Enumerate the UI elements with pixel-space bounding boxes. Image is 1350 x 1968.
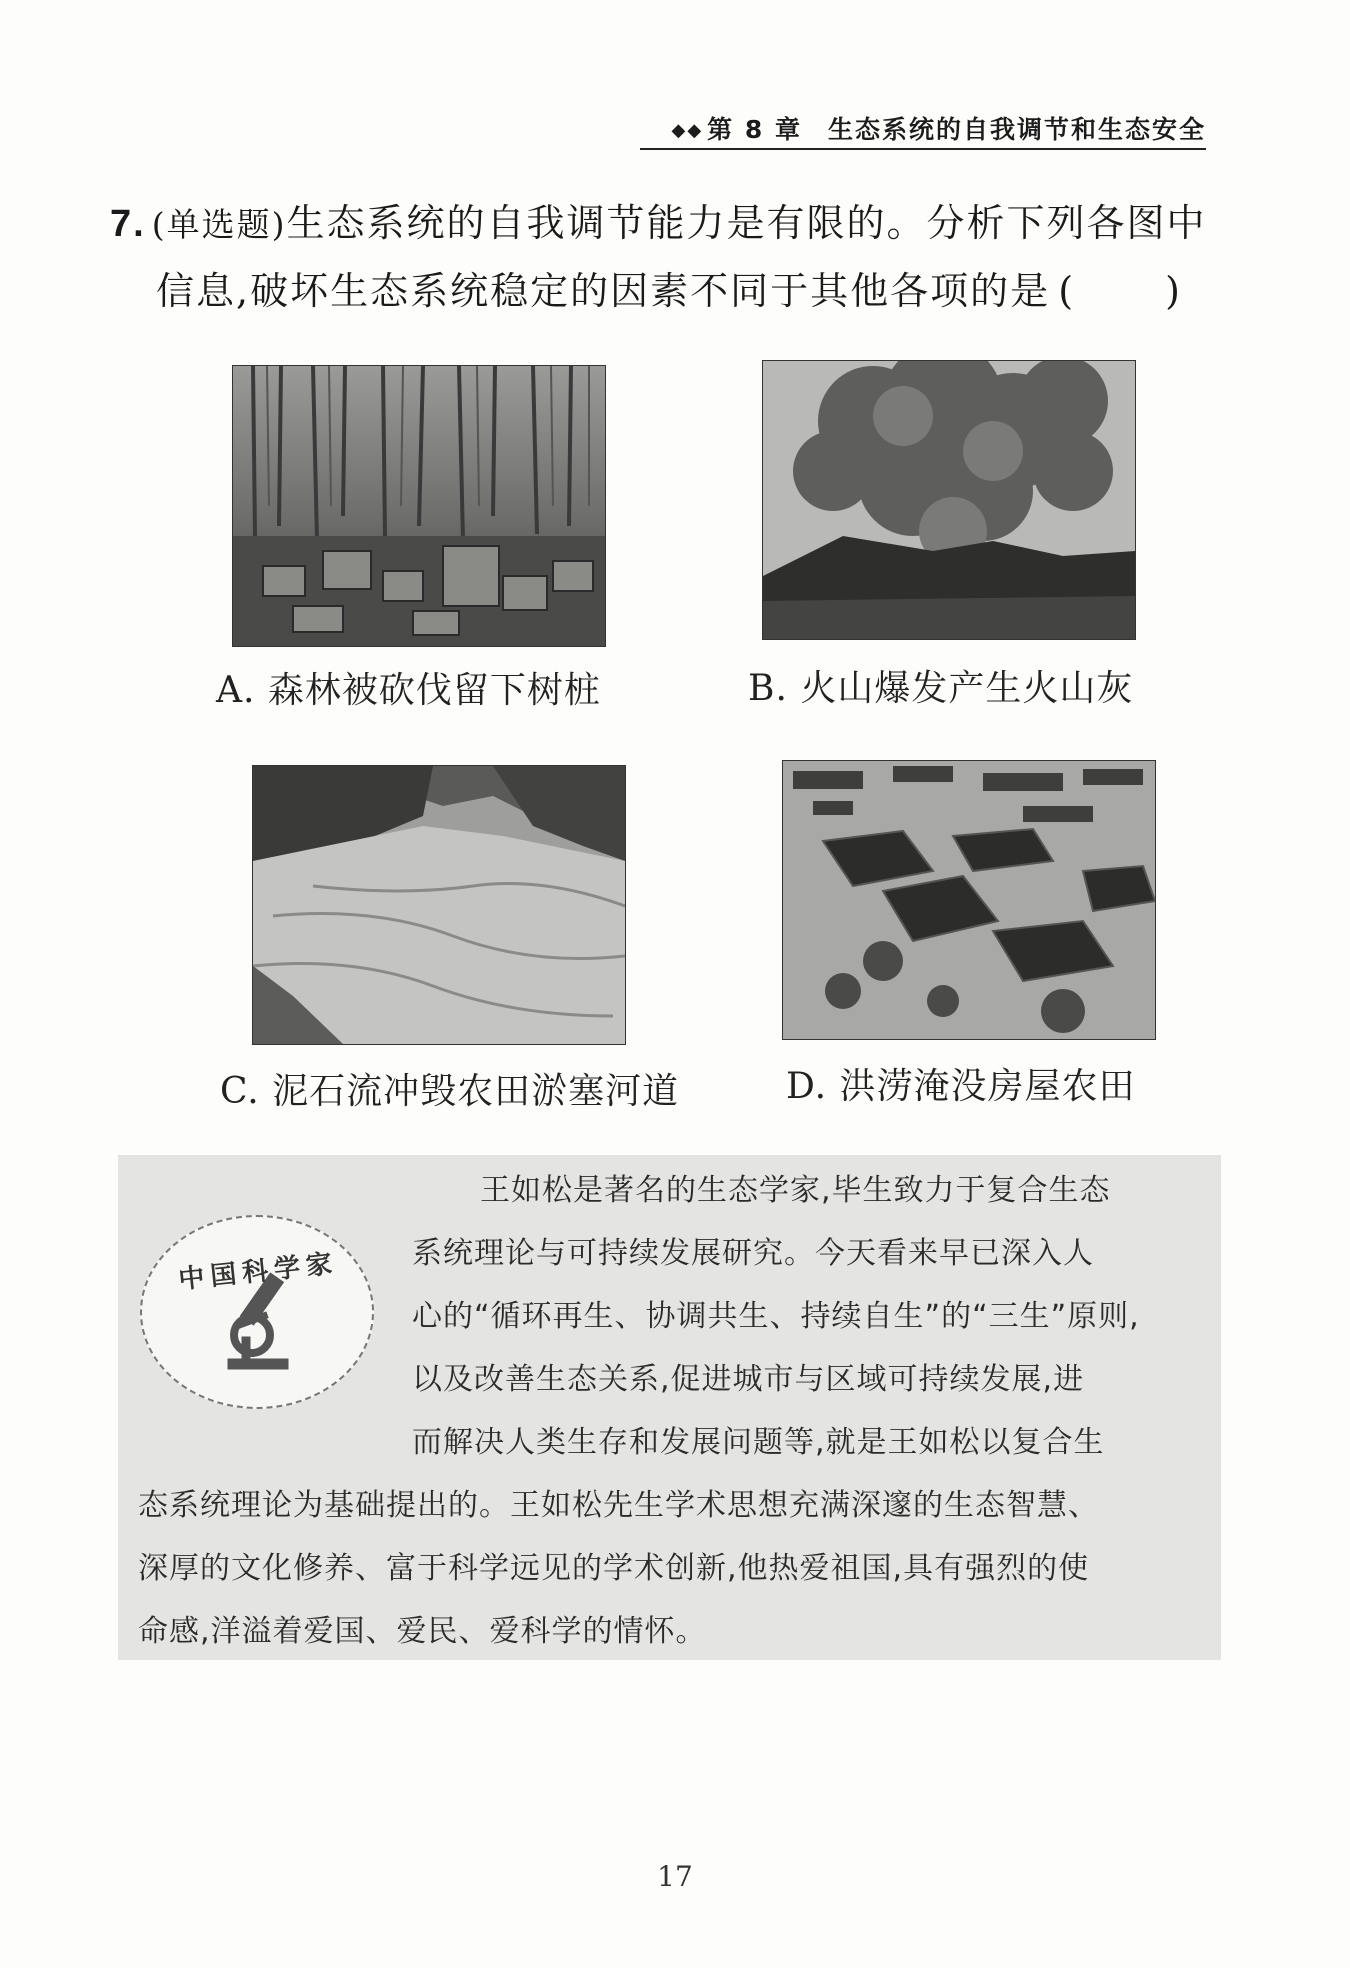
feature-line-1: 王如松是著名的生态学家,毕生致力于复合生态 xyxy=(480,1173,1111,1208)
option-c-label: C. 泥石流冲毁农田淤塞河道 xyxy=(220,1071,680,1112)
question-type: (单选题) xyxy=(151,205,287,244)
question-7 xyxy=(110,190,1220,324)
feature-line-4: 以及改善生态关系,促进城市与区域可持续发展,进 xyxy=(412,1362,1085,1397)
volcano-eruption-photo xyxy=(762,360,1136,640)
question-line-2: 信息,破坏生态系统稳定的因素不同于其他各项的是 xyxy=(156,269,1051,313)
deforested-stumps-photo xyxy=(232,365,606,647)
question-line-2-wrap xyxy=(110,258,1220,324)
double-diamond-icon: ◆◆ xyxy=(671,120,704,141)
feature-line-2: 系统理论与可持续发展研究。今天看来早已深入人 xyxy=(412,1236,1094,1271)
feature-line-6: 态系统理论为基础提出的。王如松先生学术思想充满深邃的生态智慧、 xyxy=(138,1488,1099,1523)
chinese-scientist-seal xyxy=(140,1215,374,1409)
feature-line-3: 心的“循环再生、协调共生、持续自生”的“三生”原则, xyxy=(412,1299,1140,1334)
option-b-label: B. 火山爆发产生火山灰 xyxy=(748,668,1134,709)
feature-line-5: 而解决人类生存和发展问题等,就是王如松以复合生 xyxy=(412,1425,1105,1460)
question-line-1: 生态系统的自我调节能力是有限的。分析下列各图中 xyxy=(286,201,1207,245)
seal-text: 中国科学家 xyxy=(177,1248,340,1296)
option-a-label: A. 森林被砍伐留下树桩 xyxy=(216,670,601,711)
option-d-label: D. 洪涝淹没房屋农田 xyxy=(786,1066,1136,1107)
feature-line-7: 深厚的文化修养、富于科学远见的学术创新,他热爱祖国,具有强烈的使 xyxy=(138,1551,1090,1586)
page-number: 17 xyxy=(657,1860,693,1893)
feature-line-8: 命感,洋溢着爱国、爱民、爱科学的情怀。 xyxy=(138,1614,707,1649)
running-header xyxy=(640,110,1206,150)
chapter-title: 生态系统的自我调节和生态安全 xyxy=(827,115,1206,144)
mudslide-valley-photo xyxy=(252,765,626,1045)
flooded-village-photo xyxy=(782,760,1156,1040)
chapter-number: 第 8 章 xyxy=(707,115,802,144)
question-number: 7. xyxy=(110,203,146,245)
answer-parentheses: ( ) xyxy=(1058,269,1220,313)
